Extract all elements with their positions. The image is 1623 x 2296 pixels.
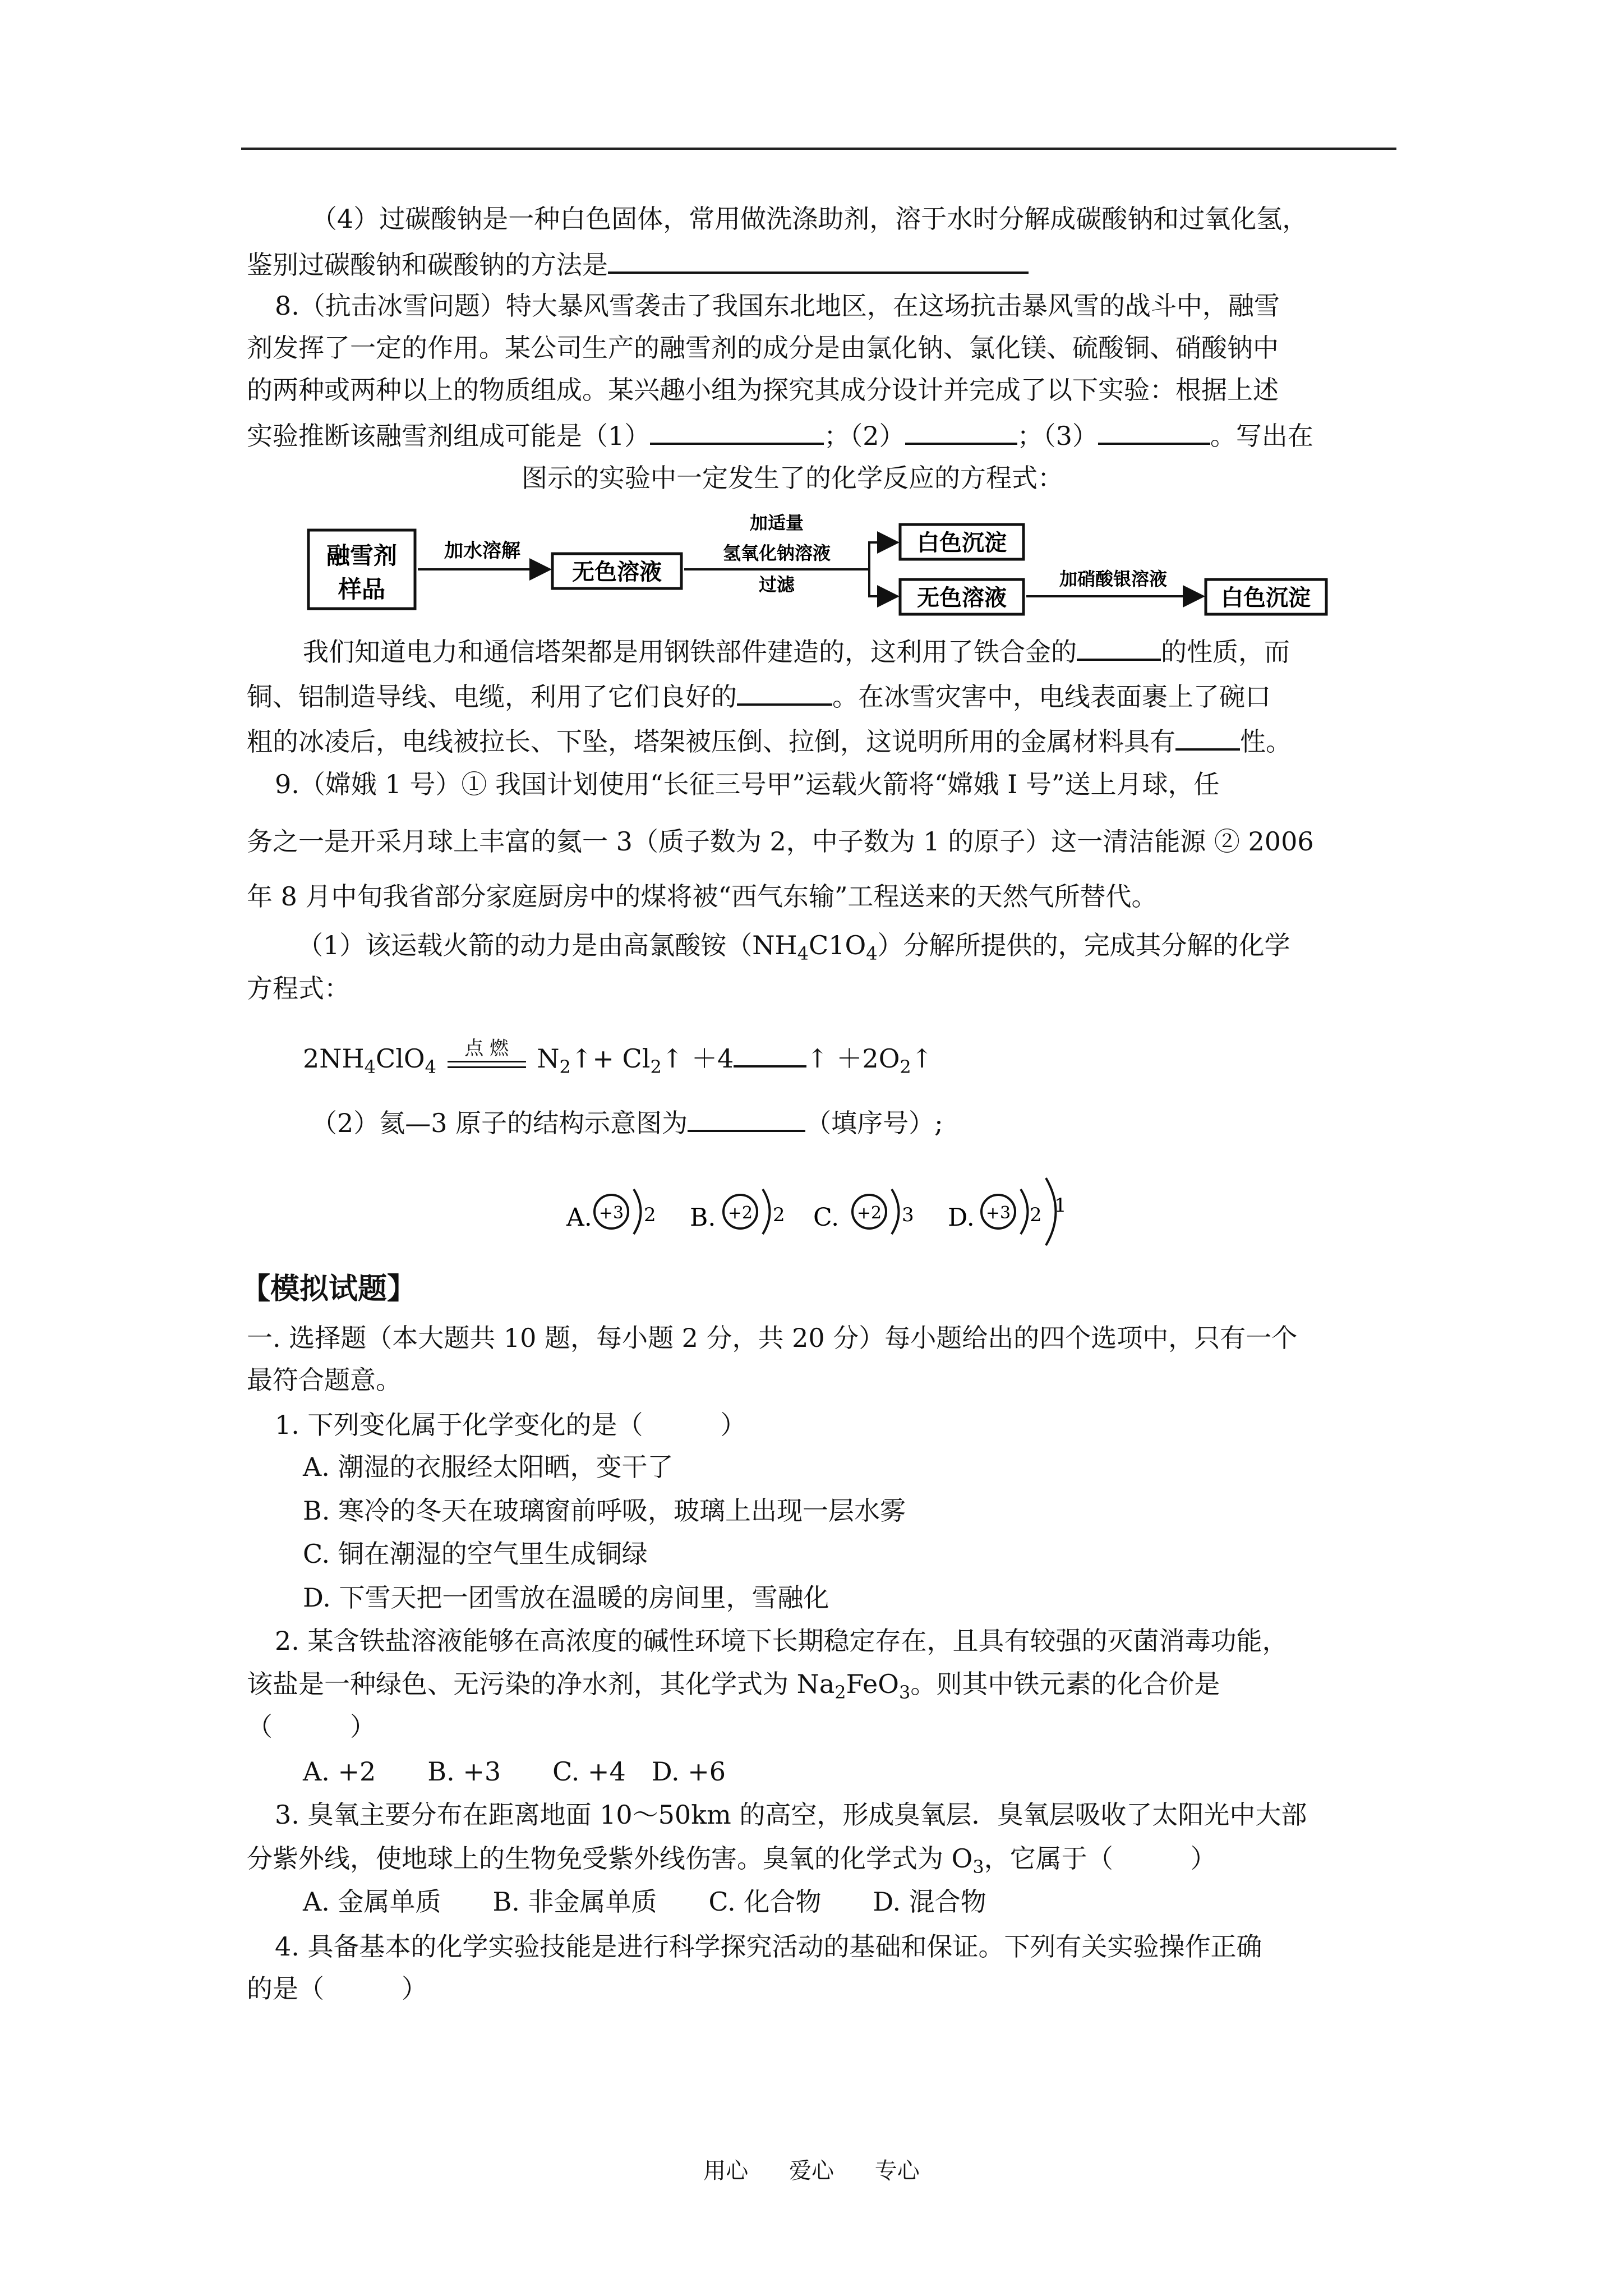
flow-sample-line2: 样品 [338,576,386,603]
option-c-shell-1: 3 [902,1204,914,1226]
option-d-label: D. [948,1203,975,1232]
q1-option-a[interactable]: A. 潮湿的衣服经太阳晒，变干了 [303,1452,674,1482]
option-c[interactable] [813,1189,914,1234]
section1-line1: 一. 选择题（本大题共 10 题，每小题 2 分，共 20 分）每小题给出的四个选项中，只有一个 [247,1323,1298,1353]
atom-structure-options [555,1167,1082,1257]
flow-precipitate1-label: 白色沉淀 [917,530,1007,556]
iron-line1: 我们知道电力和通信塔架都是用钢铁部件建造的，这利用了铁合金的 的性质，而 [303,634,1290,669]
iron-line2: 铜、铝制造导线、电缆，利用了它们良好的 。在冰雪灾害中，电线表面裹上了碗口 [247,679,1271,714]
option-a[interactable] [566,1189,656,1234]
q1-stem: 1. 下列变化属于化学变化的是（ ） [275,1410,746,1440]
answer-blank[interactable] [688,1105,805,1132]
q9-line3: 年 8 月中旬我省部分家庭厨房中的煤将被“西气东输”工程送来的天然气所替代。 [247,881,1158,912]
option-a-label: A. [566,1203,592,1232]
q8-line4: 实验推断该融雪剂组成可能是（1） ；（2） ；（3） 。写出在 [247,418,1313,453]
footer-item-3: 专心 [874,2158,920,2184]
option-b-nucleus: +2 [727,1203,753,1223]
answer-blank-1[interactable] [650,418,824,445]
option-d-shell-2: 1 [1054,1194,1067,1217]
flowchart-diagram [303,508,1335,620]
flow-precipitate2-label: 白色沉淀 [1221,585,1311,611]
section1-line2: 最符合题意。 [247,1365,402,1395]
q2-options[interactable]: A. +2 B. +3 C. +4 D. +6 [303,1756,726,1787]
decomposition-equation: $2NH_4ClO_4$ 点 燃 $N_2↑+$ $Cl_2↑ +4$ ↑ $+2O_2↑$ [303,1037,933,1078]
mock-exam-title: 【模拟试题】 [241,1272,417,1306]
q3-line1: 3. 臭氧主要分布在距离地面 10～50km 的高空，形成臭氧层．臭氧层吸收了太阳光中大部 [275,1800,1307,1830]
option-a-nucleus: +3 [598,1203,624,1223]
q1-option-d[interactable]: D. 下雪天把一团雪放在温暖的房间里，雪融化 [303,1582,829,1613]
q8-line5: 图示的实验中一定发生了的化学反应的方程式： [522,463,1063,493]
flow-step3-label: 加硝酸银溶液 [1059,568,1168,590]
q8-line3: 的两种或两种以上的物质组成。某兴趣小组为探究其成分设计并完成了以下实验：根据上述 [247,375,1279,405]
answer-blank[interactable] [608,247,1029,274]
option-a-shell-1: 2 [644,1204,656,1226]
option-d-shell-1: 2 [1030,1204,1042,1226]
answer-blank[interactable] [734,1041,806,1068]
page-footer [0,2153,1623,2185]
q9-sub2: （2）氦—3 原子的结构示意图为 （填序号）; [311,1105,943,1140]
flow-solution1-label: 无色溶液 [572,559,662,585]
q9-line1: 9.（嫦娥 1 号）① 我国计划使用“长征三号甲”运载火箭将“嫦娥 I 号”送上月球，任 [275,769,1220,799]
q9-line2: 务之一是开采月球上丰富的氦一 3（质子数为 2，中子数为 1 的原子）这一清洁能源 ② 2006 [247,826,1314,857]
answer-blank[interactable] [737,679,832,706]
option-b[interactable] [690,1189,785,1234]
answer-blank-2[interactable] [905,418,1017,445]
flow-step2-line1: 加适量 [749,512,804,533]
option-d[interactable] [948,1178,1067,1245]
q3-line2: 分紫外线，使地球上的生物免受紫外线伤害。臭氧的化学式为 $O_3$，它属于（ ） [247,1843,1216,1878]
reaction-condition: 点 燃 [445,1044,529,1078]
answer-blank[interactable] [1077,634,1161,661]
q2-line1: 2. 某含铁盐溶液能够在高浓度的碱性环境下长期稳定存在，且具有较强的灭菌消毒功能， [275,1626,1288,1656]
q4-line2: 的是（ ） [247,1973,427,2004]
flow-step2-line3: 过滤 [758,574,795,595]
footer-item-2: 爱心 [789,2158,834,2184]
q1-option-c[interactable]: C. 铜在潮湿的空气里生成铜绿 [303,1539,648,1569]
option-c-label: C. [813,1203,840,1232]
q3-options[interactable]: A. 金属单质 B. 非金属单质 C. 化合物 D. 混合物 [303,1887,986,1917]
q8-line2: 剂发挥了一定的作用。某公司生产的融雪剂的成分是由氯化钠、氯化镁、硫酸铜、硝酸钠中 [247,333,1279,363]
q9-sub1-line1: （1）该运载火箭的动力是由高氯酸铵$(NH_4C1O_4)$分解所提供的，完成其分解的化学 [297,930,1290,964]
flow-step1-label: 加水溶解 [444,540,520,562]
q9-sub1-line2: 方程式： [247,973,350,1004]
flow-step2-line2: 氢氧化钠溶液 [722,542,831,564]
q7-4-line2: 鉴别过碳酸钠和碳酸钠的方法是 [247,247,1029,282]
option-b-label: B. [690,1203,716,1232]
flow-solution2-label: 无色溶液 [917,585,1007,611]
q4-line1: 4. 具备基本的化学实验技能是进行科学探究活动的基础和保证。下列有关实验操作正确 [275,1931,1262,1962]
header-rule [241,148,1396,150]
q7-4-line1: （4）过碳酸钠是一种白色固体，常用做洗涤助剂，溶于水时分解成碳酸钠和过氧化氢， [311,204,1308,234]
option-d-nucleus: +3 [985,1203,1011,1223]
q1-option-b[interactable]: B. 寒冷的冬天在玻璃窗前呼吸，玻璃上出现一层水雾 [303,1496,906,1526]
option-b-shell-1: 2 [773,1204,785,1226]
iron-line3: 粗的冰凌后，电线被拉长、下坠，塔架被压倒、拉倒，这说明所用的金属材料具有 性。 [247,724,1292,758]
q2-line3: （ ） [247,1711,376,1742]
flow-sample-line1: 融雪剂 [326,542,398,569]
q8-line1: 8.（抗击冰雪问题）特大暴风雪袭击了我国东北地区，在这场抗击暴风雪的战斗中，融雪 [275,291,1280,321]
answer-blank-3[interactable] [1098,418,1210,445]
q2-line2: 该盐是一种绿色、无污染的净水剂，其化学式为 $Na_2FeO_3$。则其中铁元素的化合价是 [247,1669,1220,1703]
option-c-nucleus: +2 [856,1203,882,1223]
footer-item-1: 用心 [703,2158,749,2184]
answer-blank[interactable] [1175,724,1240,751]
